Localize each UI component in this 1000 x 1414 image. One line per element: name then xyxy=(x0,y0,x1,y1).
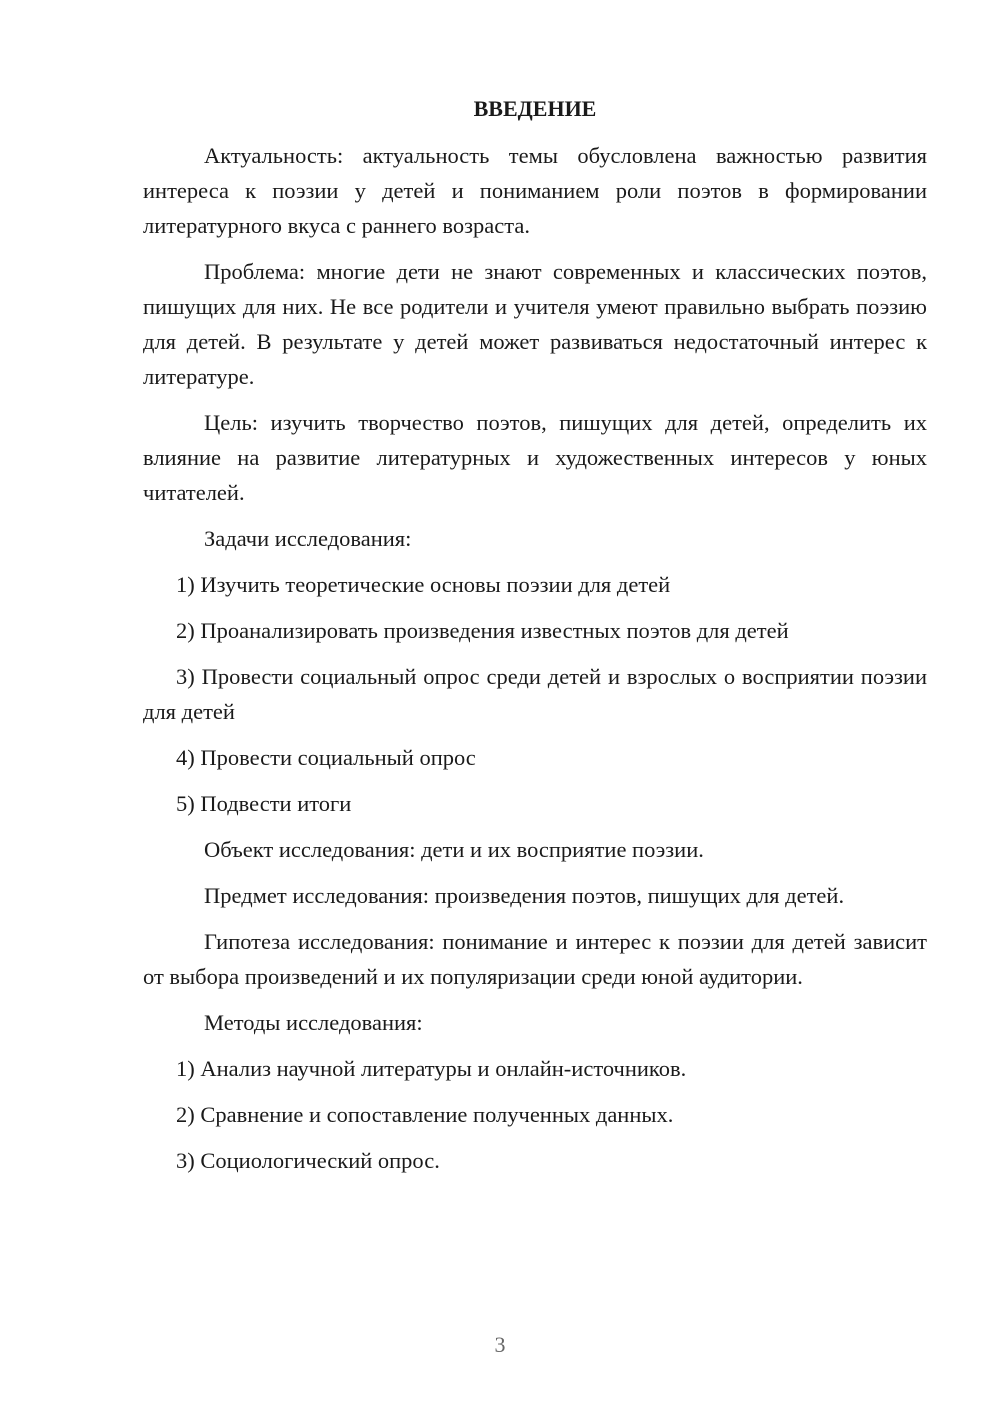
problem-paragraph: Проблема: многие дети не знают современных и классических поэтов, пишущих для них. Не все родители и учителя умеют правильно выбрать поэзию для детей. В результате у детей может развиваться недостаточный интерес к литературе. xyxy=(143,259,927,389)
method-item-3: 3) Социологический опрос. xyxy=(176,1148,440,1173)
goal-paragraph: Цель: изучить творчество поэтов, пишущих для детей, определить их влияние на развитие литературных и художественных интересов у юных читателей. xyxy=(143,410,927,505)
task-item-2: 2) Проанализировать произведения известных поэтов для детей xyxy=(176,618,789,643)
subject-paragraph: Предмет исследования: произведения поэтов, пишущих для детей. xyxy=(204,883,845,908)
tasks-title: Задачи исследования: xyxy=(204,526,412,551)
relevance-paragraph: Актуальность: актуальность темы обусловлена важностью развития интереса к поэзии у детей и пониманием роли поэтов в формировании литературного вкуса с раннего возраста. xyxy=(143,143,927,238)
page-number: 3 xyxy=(494,1332,506,1357)
methods-title: Методы исследования: xyxy=(204,1010,423,1035)
method-item-1: 1) Анализ научной литературы и онлайн-источников. xyxy=(176,1056,687,1081)
section-heading: ВВЕДЕНИЕ xyxy=(473,96,597,121)
hypothesis-paragraph: Гипотеза исследования: понимание и интерес к поэзии для детей зависит от выбора произведений и их популяризации среди юной аудитории. xyxy=(143,929,927,989)
task-item-4: 4) Провести социальный опрос xyxy=(176,745,476,770)
task-item-5: 5) Подвести итоги xyxy=(176,791,352,816)
object-paragraph: Объект исследования: дети и их восприятие поэзии. xyxy=(204,837,704,862)
task-item-3: 3) Провести социальный опрос среди детей и взрослых о восприятии поэзии для детей xyxy=(143,664,927,724)
document-body xyxy=(143,94,927,1189)
method-item-2: 2) Сравнение и сопоставление полученных данных. xyxy=(176,1102,674,1127)
task-item-1: 1) Изучить теоретические основы поэзии для детей xyxy=(176,572,671,597)
